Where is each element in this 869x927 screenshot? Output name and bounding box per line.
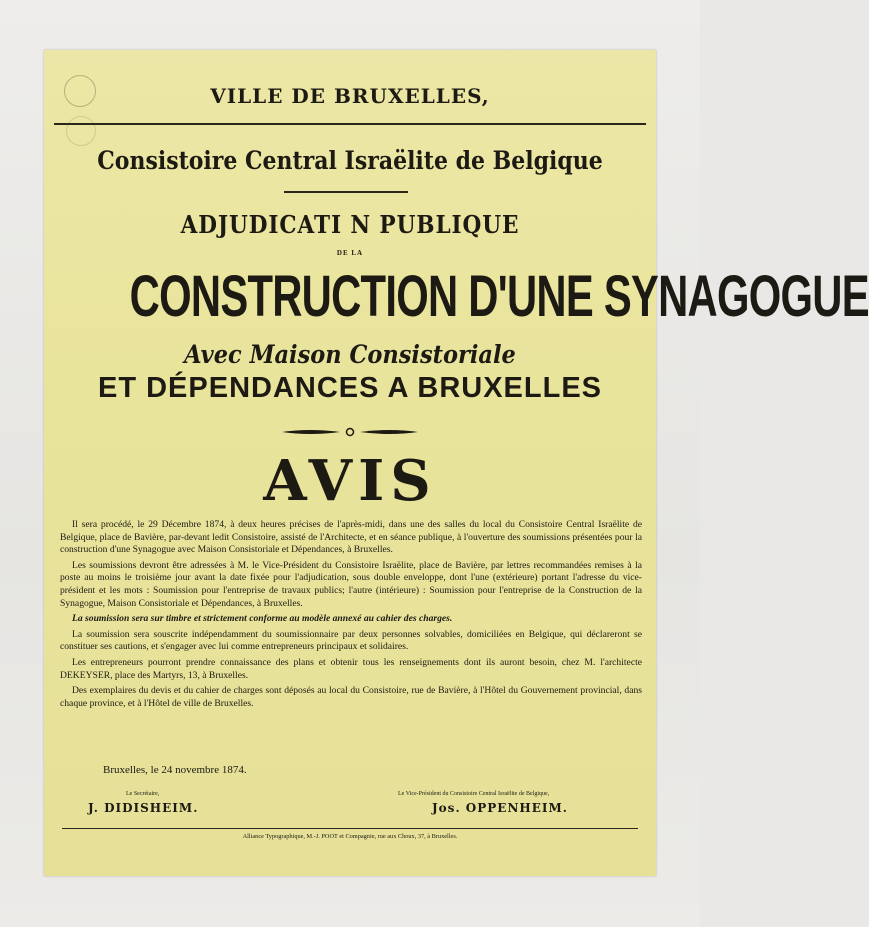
subtitle-dependances: ET DÉPENDANCES A BRUXELLES <box>97 372 603 404</box>
ornament-divider <box>280 426 420 438</box>
short-rule <box>284 191 408 193</box>
consistory-heading: Consistoire Central Israëlite de Belgique <box>97 146 603 175</box>
paragraph-6: Des exemplaires du devis et du cahier de charges sont déposés au local du Consistoire, rue de Bavière, à l'Hôtel du Gouvernement provincial, dans chaque province, et à l'Hôtel de ville de Bruxelles. <box>60 685 642 709</box>
date-line: Bruxelles, le 24 novembre 1874. <box>103 764 247 776</box>
printer-credit: Alliance Typographique, M.-J. POOT et Compagnie, rue aux Choux, 37, à Bruxelles. <box>242 833 458 840</box>
subtitle-maison: Avec Maison Consistoriale <box>184 340 516 369</box>
vice-president-title: Le Vice-Président du Consistoire Central Israëlite de Belgique, <box>398 791 550 797</box>
paragraph-5: Les entrepreneurs pourront prendre connaissance des plans et obtenir tous les renseignements dont ils auront besoin, chez M. l'architecte DEKEYSER, place des Martyrs, 13, à Bruxelles. <box>60 656 642 681</box>
secretary-title: Le Secrétaire, <box>126 791 160 797</box>
city-heading: VILLE DE BRUXELLES, <box>210 84 490 108</box>
paragraph-2: Les soumissions devront être adressées à M. le Vice-Président du Consistoire Israëlite, place de Bavière, par lettres recommandées remises à la poste au moins le troisième jour avant la date fixée pour l'adjudication, sous double enveloppe, dont l'une (extérieure) portant l'adresse du vice-président et les mots : Soumission pour l'entreprise de travaux publics; l'autre (intérieure) : Soumission pour l'entreprise de la Construction de la Synagogue, Maison Consistoriale et Dépendances, à Bruxelles. <box>60 559 642 609</box>
bottom-rule <box>62 828 638 829</box>
notice-body <box>60 519 642 713</box>
avis-heading: AVIS <box>263 448 437 514</box>
de-la-label: DE LA <box>336 249 364 257</box>
top-rule <box>54 123 646 125</box>
construction-title: CONSTRUCTION D'UNE SYNAGOGUE <box>129 264 869 329</box>
adjudication-heading: ADJUDICATI N PUBLIQUE <box>180 210 520 239</box>
secretary-name: J. DIDISHEIM. <box>88 801 199 815</box>
paragraph-3: La soumission sera sur timbre et strictement conforme au modèle annexé au cahier des charges. <box>72 613 453 625</box>
stamp-seal-faint <box>66 116 96 146</box>
poster-sheet <box>44 50 869 876</box>
paragraph-1: Il sera procédé, le 29 Décembre 1874, à deux heures précises de l'après-midi, dans une des salles du local du Consistoire Central Israëlite de Belgique, place de Bavière, par-devant ledit Consistoire, assisté de l'Architecte, et en séance publique, à l'ouverture des soumissions présentées pour la construction d'une Synagogue avec Maison Consistoriale et Dépendances, à Bruxelles. <box>60 519 642 556</box>
paragraph-4: La soumission sera souscrite indépendamment du soumissionnaire par deux personnes solvables, domiciliées en Belgique, qui déclareront se constituer ses cautions, et s'engager avec lui comme entrepreneurs principaux et solidaires. <box>60 628 642 653</box>
vice-president-name: Jos. OPPENHEIM. <box>432 801 568 815</box>
